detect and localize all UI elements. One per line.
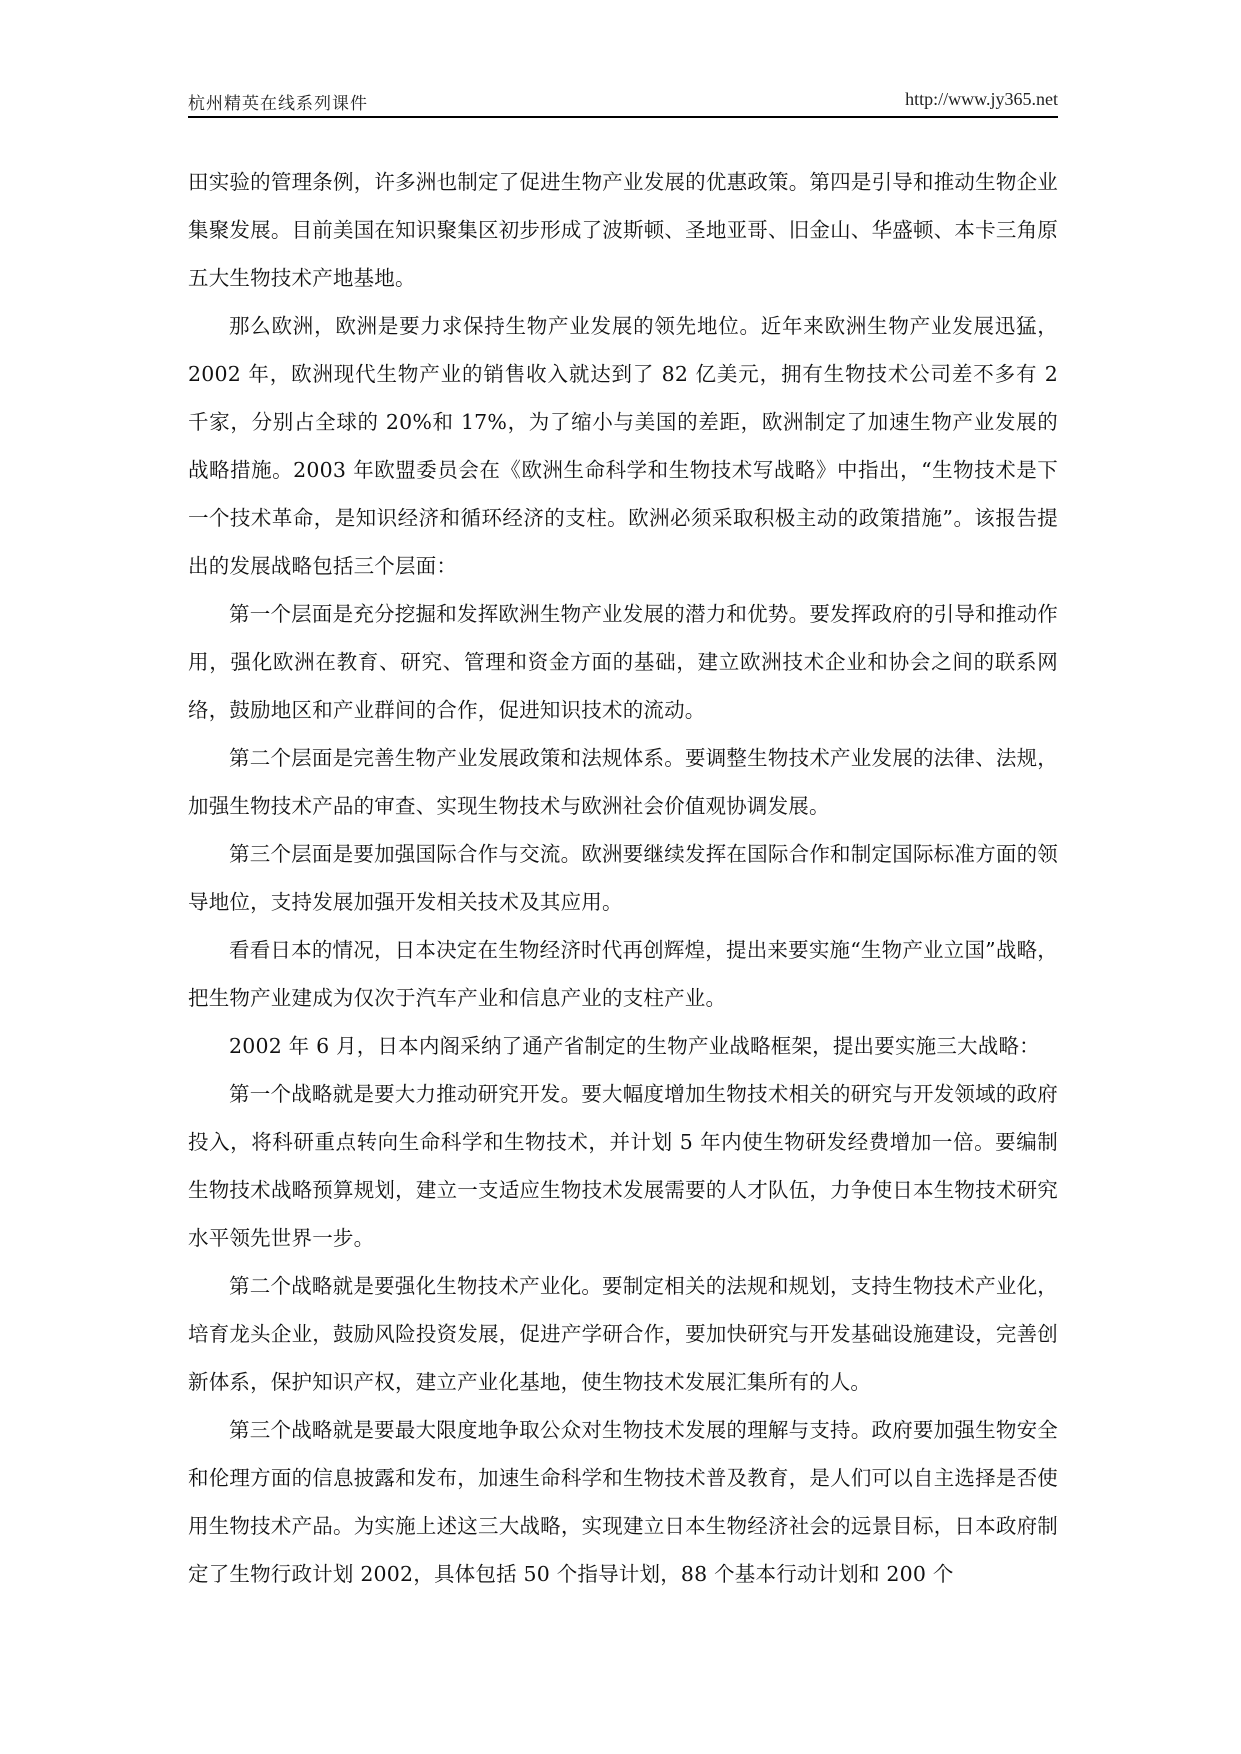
header-url[interactable]: http://www.jy365.net: [905, 89, 1058, 109]
header-title: 杭州精英在线系列课件: [188, 94, 368, 114]
paragraph: 那么欧洲，欧洲是要力求保持生物产业发展的领先地位。近年来欧洲生物产业发展迅猛，2002 年，欧洲现代生物产业的销售收入就达到了 82 亿美元，拥有生物技术公司差不多有 2 千家，分别占全球的 20%和 17%，为了缩小与美国的差距，欧洲制定了加速生物产业发展的战略措施。2003 年欧盟委员会在《欧洲生命科学和生物技术写战略》中指出，“生物技术是下一个技术革命，是知识经济和循环经济的支柱。欧洲必须采取积极主动的政策措施”。该报告提出的发展战略包括三个层面：: [188, 314, 1058, 578]
paragraph: 第二个层面是完善生物产业发展政策和法规体系。要调整生物技术产业发展的法律、法规，加强生物技术产品的审查、实现生物技术与欧洲社会价值观协调发展。: [188, 746, 1058, 818]
paragraph: 第一个战略就是要大力推动研究开发。要大幅度增加生物技术相关的研究与开发领域的政府投入，将科研重点转向生命科学和生物技术，并计划 5 年内使生物研发经费增加一倍。要编制生物技术战略预算规划，建立一支适应生物技术发展需要的人才队伍，力争使日本生物技术研究水平领先世界一步。: [188, 1082, 1058, 1250]
paragraph: 第一个层面是充分挖掘和发挥欧洲生物产业发展的潜力和优势。要发挥政府的引导和推动作用，强化欧洲在教育、研究、管理和资金方面的基础，建立欧洲技术企业和协会之间的联系网络，鼓励地区和产业群间的合作，促进知识技术的流动。: [188, 602, 1058, 722]
document-body: [188, 158, 1058, 1598]
paragraph: 看看日本的情况，日本决定在生物经济时代再创辉煌，提出来要实施“生物产业立国”战略，把生物产业建成为仅次于汽车产业和信息产业的支柱产业。: [188, 938, 1058, 1010]
page-header: [188, 86, 1058, 118]
paragraph: 第三个战略就是要最大限度地争取公众对生物技术发展的理解与支持。政府要加强生物安全和伦理方面的信息披露和发布，加速生命科学和生物技术普及教育，是人们可以自主选择是否使用生物技术产品。为实施上述这三大战略，实现建立日本生物经济社会的远景目标，日本政府制定了生物行政计划 2002，具体包括 50 个指导计划，88 个基本行动计划和 200 个: [188, 1418, 1058, 1586]
paragraph: 第二个战略就是要强化生物技术产业化。要制定相关的法规和规划，支持生物技术产业化，培育龙头企业，鼓励风险投资发展，促进产学研合作，要加快研究与开发基础设施建设，完善创新体系，保护知识产权，建立产业化基地，使生物技术发展汇集所有的人。: [188, 1274, 1058, 1394]
paragraph: 2002 年 6 月，日本内阁采纳了通产省制定的生物产业战略框架，提出要实施三大战略：: [229, 1034, 1040, 1058]
paragraph: 第三个层面是要加强国际合作与交流。欧洲要继续发挥在国际合作和制定国际标准方面的领导地位，支持发展加强开发相关技术及其应用。: [188, 842, 1058, 914]
paragraph: 田实验的管理条例，许多洲也制定了促进生物产业发展的优惠政策。第四是引导和推动生物企业集聚发展。目前美国在知识聚集区初步形成了波斯顿、圣地亚哥、旧金山、华盛顿、本卡三角原五大生物技术产地基地。: [188, 170, 1058, 290]
